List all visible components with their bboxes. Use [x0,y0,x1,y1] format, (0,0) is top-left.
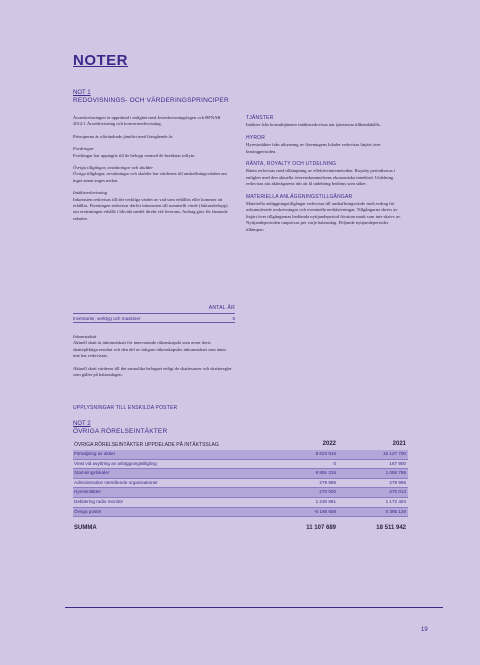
hyror-title: HYROR [246,134,266,141]
materiella-title: MATERIELLA ANLÄGGNINGSTILLGÅNGAR [246,193,353,200]
note2-heading: ÖVRIGA RÖRELSEINTÄKTER [73,428,168,435]
tjanster-text: Intäkter från konsulttjänster intäktsredovisas när tjänsterna tillhandahålls. [246,122,381,128]
row-value-2022: 8 623 916 [315,451,336,456]
sum-2022: 11 107 689 [306,525,336,532]
sum-2021: 18 511 942 [376,525,406,532]
table-row [73,450,408,460]
row-value-2022: 0 [333,460,336,466]
page-title: NOTER [73,52,128,69]
row-value-2022: -6 195 658 [314,508,336,514]
row-value-2021: 279 996 [389,479,406,485]
note1-number: NOT 1 [73,90,91,96]
year-2021-header: 2021 [392,441,406,447]
tjanster-title: TJÄNSTER [246,115,274,121]
intakt-text: Inkomsten redovisas till det verkliga värdet av vad som erhållits eller kommer att erhållas. Föreningen redovisar därför inkomsten till nominellt värde (fakturabelopp) om ersättningen erhålls i likvida medel direkt vid leverans. Avdrag görs för lämnade rabatter. [73,196,228,221]
hyror-text: Hyresintäkter från uthyrning av föreningens lokaler redovisas linjärt över leasingperioden. [246,142,381,154]
table-row [73,479,408,489]
ranta-block [246,161,406,188]
note1-left-column [73,115,233,228]
table-row [73,460,408,470]
row-value-2021: 167 900 [389,460,406,466]
footer-divider [65,607,443,608]
useful-life-table [73,305,235,323]
row-value-2021: 15 127 700 [383,451,406,456]
table-header-label: ÖVRIGA RÖRELSEINTÄKTER UPPDELADE PÅ INTÄKTSSLAG [74,442,219,448]
table-row [73,498,408,508]
ranta-title: RÄNTA, ROYALTY OCH UTDELNING [246,161,337,168]
note1-right-column [246,115,406,239]
useful-life-value: 5 [232,315,235,321]
fordringar-text: Fordringar har upptagits till de belopp varmed de beräknas inflyta. [73,152,196,158]
year-2022-header: 2022 [322,441,336,447]
row-label: Försäljning av aktier [74,451,116,456]
inkomstskatt-p1: Aktuell skatt är inkomstskatt för innevarande räkenskapsår som avser årets skattepliktiga resultat och den del av tidigare räkenskapsårs inkomstskatt som ännu inte har redovisats. [73,340,226,359]
ranta-text: Ränta redovisas med tillämpning av effektivräntemetoden. Royalty periodiseras i enlighet med den aktuella överenskommelsens ekonomiska innebörd. Utdelning redovisas när aktieägarens rätt att få utdelning bedöms som säker. [246,168,396,187]
section-heading: UPPLYSNINGAR TILL ENSKILDA POSTER [73,405,178,411]
table-header [73,440,408,450]
inkomstskatt-section [73,334,233,384]
materiella-text: Materiella anläggningstillgångar redovisas till anskaffningsvärde med avdrag för ackumulerade avskrivningar och eventuella nedskrivningar. Tillgångarna skrivs av linjärt över tillgångarnas bedömda nyttjandeperiod förutom mark som inte skrivs av. Nyttjandeperioden omprövas per varje balansdag. Följande nyttjandeperioder tillämpas: [246,201,401,232]
row-label: Vinst vid avyttring av anläggningstillgång [74,460,157,466]
useful-life-label: Inventarier, verktyg och maskiner [73,315,141,321]
table-row [73,508,408,518]
row-label: Hyresintäkter [74,489,102,495]
row-value-2022: 270 000 [319,489,336,495]
hyror-block [246,135,406,155]
materiella-block [246,194,406,233]
row-label: Stamningslokaler [74,470,110,476]
inkomstskatt-title: Inkomstskatt [73,334,97,339]
row-value-2021: 270 013 [389,489,406,495]
inkomstskatt-block [73,334,233,360]
note2-number: NOT 2 [73,421,91,427]
useful-life-header: ANTAL ÅR [208,305,235,311]
row-value-2021: 1 058 795 [385,470,406,476]
table-row [73,313,235,323]
table-row [73,469,408,479]
ovriga-title: Övriga tillgångar, avsättningar och skulder [73,165,154,171]
row-label: Administration närstående organisationer [74,479,158,485]
sum-row [73,525,408,531]
intakt-title: Intäktsredovisning [73,190,108,196]
fordringar-block [73,146,233,159]
row-value-2022: 1 230 881 [315,498,336,504]
intakt-block [73,190,233,222]
row-value-2022: 6 891 316 [315,470,336,476]
note1-heading: REDOVISNINGS- OCH VÄRDERINGSPRINCIPER [73,97,229,104]
income-table [73,440,408,531]
row-value-2021: 0 395 129 [385,508,406,514]
row-label: Debitering radio monitor [74,498,124,504]
ovriga-text: Övriga tillgångar, avsättningar och skulder har värderats till anskaffningsvärden om inget annat anges nedan. [73,171,227,183]
intro-paragraph: Årsredovisningen är upprättad i enlighet med årsredovisningslagen och BFNAR 2012:1 Årsredovisning och koncernredovisning. [73,115,221,127]
row-value-2021: 1 172 404 [385,498,406,504]
inkomstskatt-p2: Aktuell skatt värderas till det sannolika beloppet enligt de skattesatser och skatteregler som gäller på balansdagen. [73,365,232,378]
fordringar-title: Fordringar [73,146,94,152]
sum-label: SUMMA [74,525,97,532]
row-label: Övriga poster [74,508,102,514]
tjanster-block [246,115,406,129]
row-value-2022: 279 996 [319,479,336,485]
table-row [73,488,408,498]
principles-paragraph: Principerna är oförändrade jämfört med föregående år. [73,133,174,139]
ovriga-block [73,165,233,184]
page-number: 19 [421,627,428,633]
